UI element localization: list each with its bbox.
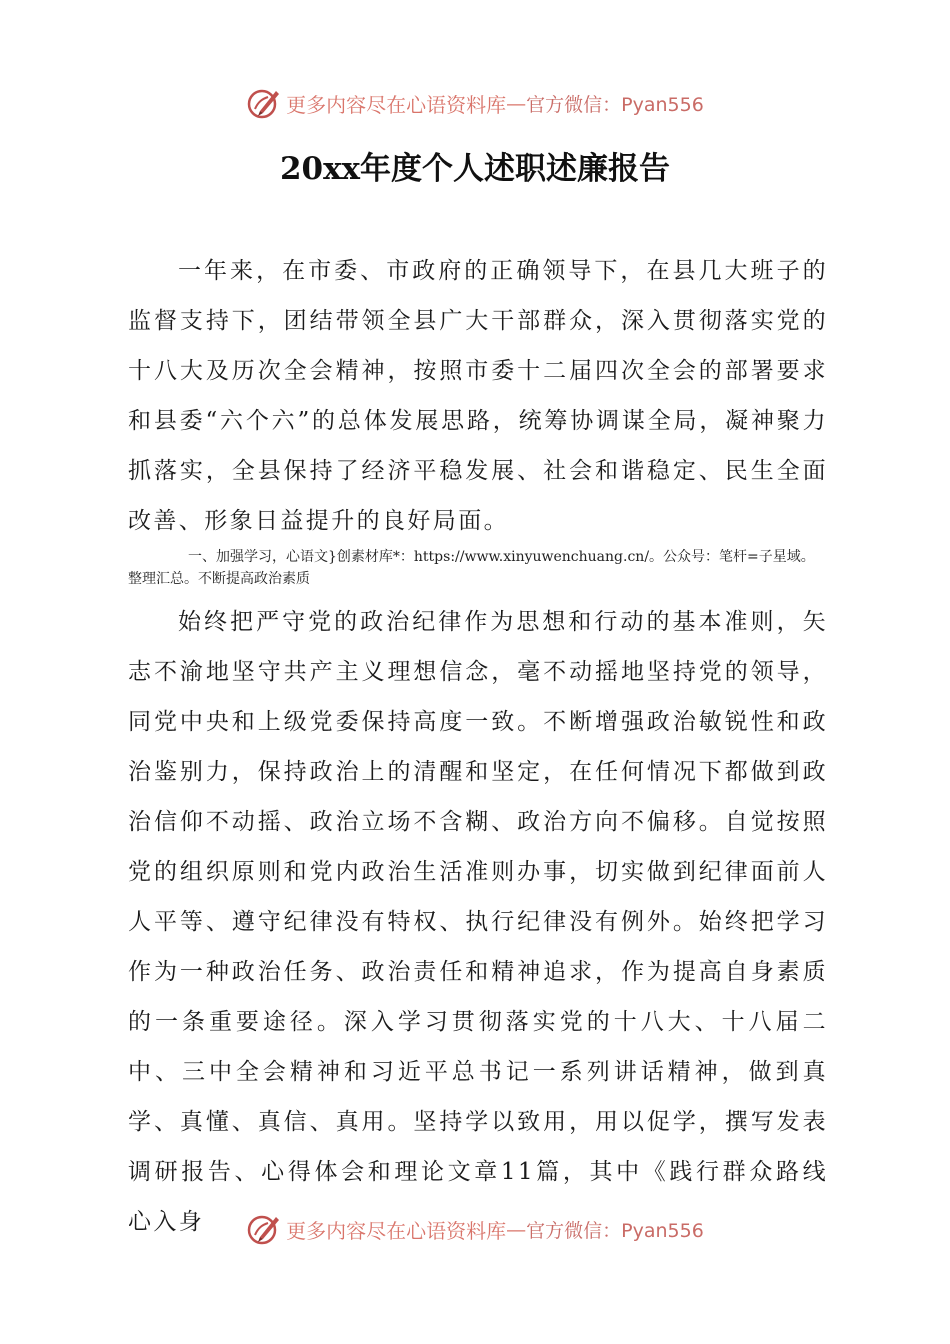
document-title: 20xx年度个人述职述廉报告 [279, 151, 671, 187]
paragraph-study: 始终把严守党的政治纪律作为思想和行动的基本准则，矢志不渝地坚守共产主义理想信念，毫不动摇地坚持党的领导，同党中央和上级党委保持高度一致。不断增强政治敏锐性和政治鉴别力，保持政治上的清醒和坚定，在任何情况下都做到政治信仰不动摇、政治立场不含糊、政治方向不偏移。自觉按照党的组织原则和党内政治生活准则办事，切实做到纪律面前人人平等、遵守纪律没有特权、执行纪律没有例外。始终把学习作为一种政治任务、政治责任和精神追求，作为提高自身素质的一条重要途径。深入学习贯彻落实党的十八大、十八届二中、三中全会精神和习近平总书记一系列讲话精神，做到真学、真懂、真信、真用。坚持学以致用，用以促学，撰写发表调研报告、心得体会和理论文章11篇，其中《践行群众路线 心入身 [128, 609, 854, 1235]
footer-banner [0, 1209, 950, 1249]
banner-brand-text: 更多内容尽在心语资料库 [286, 1218, 507, 1243]
banner-wechat-text: 官方微信：Pyan556 [526, 93, 704, 116]
pen-logo-icon [246, 1211, 282, 1247]
pen-logo-icon [246, 85, 282, 121]
paragraph-intro: 一年来，在市委、市政府的正确领导下，在县几大班子的监督支持下，团结带领全县广大干部群众，深入贯彻落实党的十八大及历次全会精神，按照市委十二届四次全会的部署要求和县委“六个六”的总体发展思路，统筹协调谋全局，凝神聚力抓落实，全县保持了经济平稳发展、社会和谐稳定、民生全面改善、形象日益提升的良好局面。 [128, 258, 828, 534]
banner-dash: — [506, 91, 527, 115]
banner-wechat-text: 官方微信：Pyan556 [526, 1219, 704, 1242]
banner-dash: — [506, 1217, 527, 1241]
header-banner [0, 83, 950, 123]
banner-brand-text: 更多内容尽在心语资料库 [286, 92, 507, 117]
section-heading-note: 一、加强学习，心语文}创素材库*：https://www.xinyuwenchuang.cn/。公众号：笔杆=子星域。整理汇总。不断提高政治素质 [128, 549, 815, 587]
